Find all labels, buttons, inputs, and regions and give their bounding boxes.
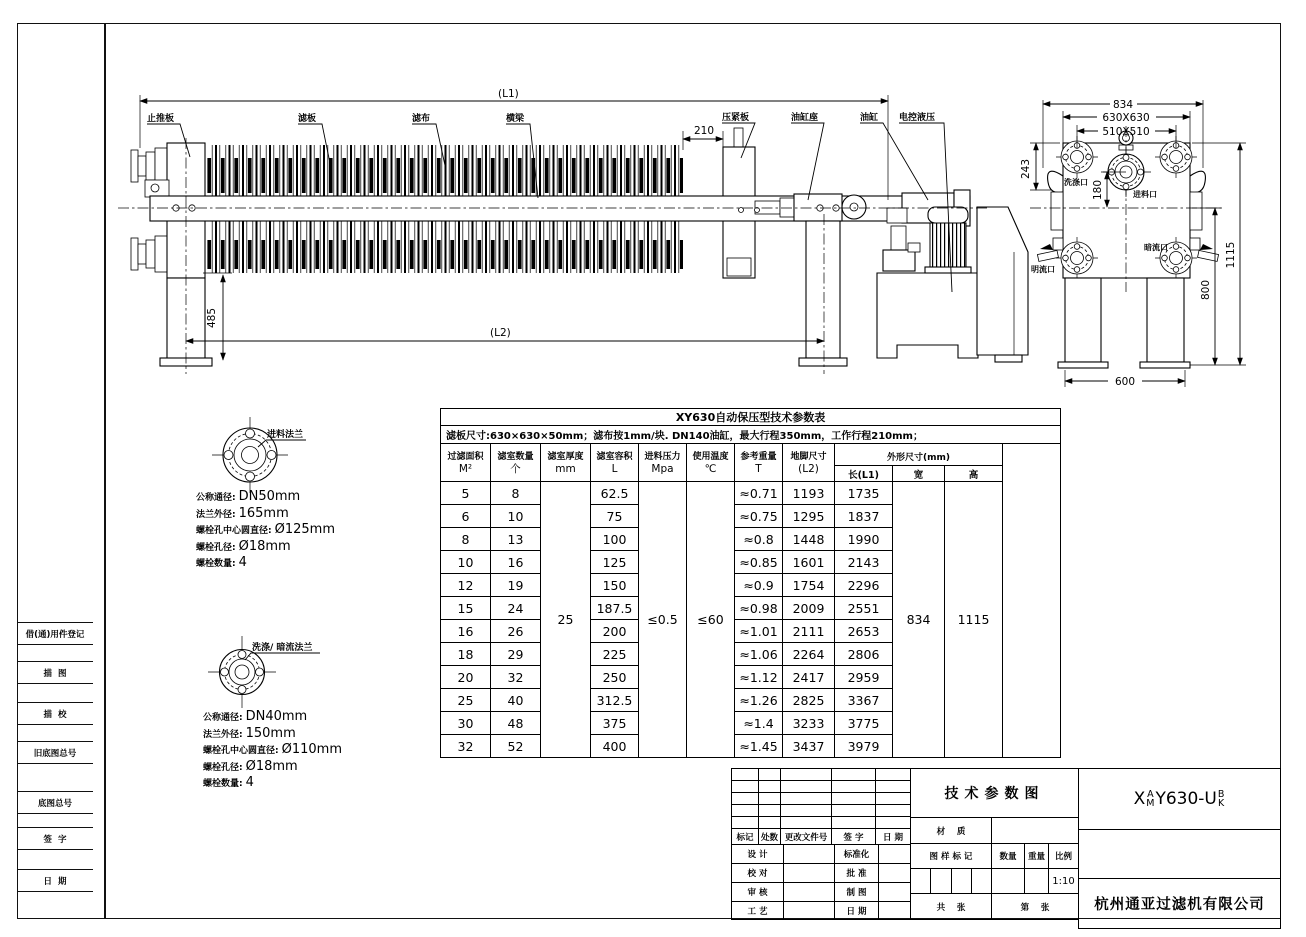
spec-value: 4: [238, 555, 247, 570]
param-cell: ≈1.12: [735, 666, 783, 689]
qty-value: [992, 869, 1025, 894]
param-cell: 2551: [835, 597, 893, 620]
title-block-blank: [1079, 830, 1281, 879]
param-cell: ≈0.75: [735, 505, 783, 528]
sign-label-review: 审 核: [732, 883, 784, 902]
param-cell: 2111: [783, 620, 835, 643]
revision-cell: [781, 769, 832, 781]
sign-blank: [784, 883, 835, 902]
param-cell: 1837: [835, 505, 893, 528]
revision-table: [731, 768, 911, 845]
title-block-right: [1078, 768, 1281, 929]
label-wash-flange: 洗涤/ 暗流法兰: [252, 643, 313, 653]
spec-label: 螺栓孔径:: [203, 762, 243, 773]
param-cell: 400: [591, 735, 639, 758]
spec-row: [203, 742, 443, 759]
material-value: [992, 818, 1079, 844]
spec-row: [203, 775, 443, 792]
param-cell: 19: [491, 574, 541, 597]
param-cell: 20: [441, 666, 491, 689]
spec-row: [196, 555, 436, 572]
label-filter-cloth: 滤布: [412, 114, 431, 124]
param-cell: 2143: [835, 551, 893, 574]
param-cell: 1193: [783, 482, 835, 505]
sign-label-date: 日 期: [835, 902, 879, 920]
param-cell: 1295: [783, 505, 835, 528]
param-cell: 48: [491, 712, 541, 735]
param-cell: 2825: [783, 689, 835, 712]
spec-value: 150mm: [245, 725, 296, 741]
dim-180: 180: [1092, 179, 1104, 201]
sign-label-draft: 制 图: [835, 883, 879, 902]
param-cell: 3367: [835, 689, 893, 712]
label-feed-port: 进料口: [1133, 190, 1157, 199]
end-view: [1020, 99, 1246, 388]
param-cell: 2653: [835, 620, 893, 643]
revision-header-doc-no: 更改文件号: [781, 829, 832, 845]
col-header-width: 宽: [893, 466, 945, 482]
param-cell: 29: [491, 643, 541, 666]
label-pressing-plate: 压紧板: [722, 113, 750, 123]
scale-label: 比例: [1049, 844, 1079, 869]
sign-blank: [784, 845, 835, 864]
spec-row: [203, 709, 443, 726]
param-cell: 24: [491, 597, 541, 620]
sign-blank: [879, 883, 911, 902]
material-label: 材 质: [911, 818, 992, 844]
wash-flange-detail: [208, 636, 320, 708]
param-cell: 16: [491, 551, 541, 574]
title-block-middle: [910, 768, 1079, 920]
param-cell: 100: [591, 528, 639, 551]
param-cell: 52: [491, 735, 541, 758]
sign-blank: [784, 902, 835, 920]
param-cell: 2417: [783, 666, 835, 689]
param-cell: 375: [591, 712, 639, 735]
scale-value: 1:10: [1049, 869, 1079, 894]
mark-label: 图 样 标 记: [911, 844, 992, 869]
param-cell: 32: [491, 666, 541, 689]
label-wash-port: 洗涤口: [1064, 178, 1088, 187]
param-cell: 834: [893, 482, 945, 758]
param-cell: ≈1.4: [735, 712, 783, 735]
param-cell: 26: [491, 620, 541, 643]
param-cell: 8: [441, 528, 491, 551]
param-cell: ≈1.26: [735, 689, 783, 712]
strip-label-borrowed-parts: 借(通)用件登记: [17, 623, 93, 645]
weight-label: 重量: [1025, 844, 1049, 869]
param-cell: 3437: [783, 735, 835, 758]
spec-row: [196, 506, 436, 523]
spec-value: 4: [245, 775, 254, 790]
sign-blank: [784, 864, 835, 883]
spec-value: Ø125mm: [274, 522, 335, 537]
param-cell: 3775: [835, 712, 893, 735]
label-cylinder-seat: 油缸座: [791, 113, 819, 123]
qty-label: 数量: [992, 844, 1025, 869]
sign-blank: [879, 845, 911, 864]
param-cell: 25: [541, 482, 591, 758]
param-cell: ≈0.98: [735, 597, 783, 620]
param-cell: 1601: [783, 551, 835, 574]
drawing-title: 技术参数图: [911, 769, 1079, 818]
spec-value: 165mm: [238, 505, 289, 521]
col-header-length: 长(L1): [835, 466, 893, 482]
param-cell: 3233: [783, 712, 835, 735]
strip-label-date: 日 期: [17, 870, 93, 892]
param-cell: ≈0.85: [735, 551, 783, 574]
col-header-weight: 参考重量 T: [735, 444, 783, 482]
spec-label: 螺栓孔中心圆直径:: [203, 746, 279, 756]
sign-label-process: 工 艺: [732, 902, 784, 920]
param-cell: 13: [491, 528, 541, 551]
param-cell: 75: [591, 505, 639, 528]
param-cell: 2959: [835, 666, 893, 689]
revision-header-count: 处数: [759, 829, 781, 845]
wash-flange-specs: [203, 709, 443, 792]
spec-value: DN40mm: [245, 709, 308, 724]
param-cell: 2264: [783, 643, 835, 666]
col-header-pressure: 进料压力 Mpa: [639, 444, 687, 482]
col-header-thickness: 滤室厚度 mm: [541, 444, 591, 482]
param-cell: 187.5: [591, 597, 639, 620]
revision-cell: [876, 769, 911, 781]
param-cell: 32: [441, 735, 491, 758]
spec-label: 螺栓数量:: [196, 559, 236, 569]
spec-row: [196, 489, 436, 506]
param-cell: 200: [591, 620, 639, 643]
signature-table: [731, 844, 911, 920]
param-cell: 5: [441, 482, 491, 505]
param-cell: ≈0.71: [735, 482, 783, 505]
label-feed-flange: 进料法兰: [267, 430, 304, 440]
param-cell: 62.5: [591, 482, 639, 505]
param-cell: ≈0.8: [735, 528, 783, 551]
revision-cell: [832, 769, 876, 781]
table-title: XY630自动保压型技术参数表: [441, 409, 1061, 426]
param-cell: 2806: [835, 643, 893, 666]
label-thrust-plate: 止推板: [147, 114, 175, 124]
label-cylinder: 油缸: [860, 113, 879, 123]
param-cell: 1735: [835, 482, 893, 505]
param-cell: 40: [491, 689, 541, 712]
param-cell: 1115: [945, 482, 1003, 758]
col-header-area: 过滤面积 M²: [441, 444, 491, 482]
label-closed-flow-port: 暗流口: [1144, 243, 1168, 252]
dim-243: 243: [1020, 158, 1032, 180]
param-cell: 8: [491, 482, 541, 505]
sign-label-check: 校 对: [732, 864, 784, 883]
spec-label: 公称通径:: [196, 493, 236, 503]
dim-210: 210: [694, 125, 715, 137]
spec-value: Ø18mm: [245, 758, 298, 774]
param-cell: 1448: [783, 528, 835, 551]
label-main-beam: 横梁: [506, 114, 525, 124]
feed-flange-detail: [212, 417, 306, 493]
dim-1115: 1115: [1225, 241, 1237, 269]
strip-label-old-master-no: 旧底图总号: [17, 742, 93, 764]
weight-value: [1025, 869, 1049, 894]
param-cell: 250: [591, 666, 639, 689]
dim-834: 834: [1112, 99, 1134, 111]
dim-630x630: 630X630: [1102, 112, 1150, 124]
param-cell: ≈1.06: [735, 643, 783, 666]
strip-label-signature: 签 字: [17, 828, 93, 850]
spec-label: 法兰外径:: [203, 729, 243, 740]
param-cell: 25: [441, 689, 491, 712]
dim-485: 485: [206, 307, 218, 329]
spec-label: 螺栓孔径:: [196, 542, 236, 553]
dim-l1: (L1): [498, 88, 519, 100]
spec-row: [203, 726, 443, 743]
param-cell: 1754: [783, 574, 835, 597]
strip-label-trace-check: 描 校: [17, 703, 93, 725]
sheets-total-label: 共 张: [911, 894, 992, 920]
company-name: 杭州通亚过滤机有限公司: [1079, 879, 1281, 929]
param-cell: ≈1.01: [735, 620, 783, 643]
col-header-volume: 滤室容积 L: [591, 444, 639, 482]
spec-value: Ø18mm: [238, 538, 291, 554]
sign-blank: [879, 902, 911, 920]
feed-flange-specs: [196, 489, 436, 572]
param-cell: 1990: [835, 528, 893, 551]
spec-label: 螺栓数量:: [203, 779, 243, 789]
sign-label-standardize: 标准化: [835, 845, 879, 864]
sign-blank: [879, 864, 911, 883]
table-subtitle: 滤板尺寸:630×630×50mm；滤布按1mm/块. DN140油缸，最大行程350mm，工作行程210mm；: [441, 426, 1061, 444]
col-header-foot-size: 地脚尺寸 (L2): [783, 444, 835, 482]
param-cell: ≈0.9: [735, 574, 783, 597]
param-cell: 6: [441, 505, 491, 528]
revision-header-date: 日 期: [876, 829, 911, 845]
parameter-table: [440, 408, 1061, 758]
spec-value: DN50mm: [238, 489, 301, 504]
spec-label: 法兰外径:: [196, 509, 236, 520]
revision-header-mark: 标记: [732, 829, 759, 845]
model-designation: X A M Y630-U B K: [1079, 769, 1281, 830]
col-header-chambers: 滤室数量 个: [491, 444, 541, 482]
dim-800: 800: [1200, 279, 1212, 301]
mark-subcells: [911, 869, 992, 894]
dim-510x510: 510X510: [1102, 126, 1150, 138]
param-cell: ≤0.5: [639, 482, 687, 758]
spec-row: [203, 759, 443, 776]
spec-value: Ø110mm: [281, 742, 342, 757]
param-cell: 225: [591, 643, 639, 666]
label-hydraulic: 电控液压: [899, 113, 936, 123]
side-view: [118, 88, 1028, 374]
col-header-height: 高: [945, 466, 1003, 482]
param-cell: 15: [441, 597, 491, 620]
param-cell: 2009: [783, 597, 835, 620]
strip-label-master-no: 底图总号: [17, 792, 93, 814]
spec-row: [196, 539, 436, 556]
spec-row: [196, 522, 436, 539]
dim-l2: (L2): [490, 327, 511, 339]
revision-cell: [759, 769, 781, 781]
sign-label-approve: 批 准: [835, 864, 879, 883]
param-cell: 2296: [835, 574, 893, 597]
revision-header-sign: 签 字: [832, 829, 876, 845]
sign-label-design: 设 计: [732, 845, 784, 864]
param-cell: 125: [591, 551, 639, 574]
strip-label-tracing: 描 图: [17, 662, 93, 684]
param-cell: 18: [441, 643, 491, 666]
param-cell: 12: [441, 574, 491, 597]
param-cell: 30: [441, 712, 491, 735]
param-cell: 3979: [835, 735, 893, 758]
col-header-outline: 外形尺寸(mm): [835, 444, 1003, 466]
param-cell: 16: [441, 620, 491, 643]
hydraulic-power-unit: [877, 207, 978, 358]
sheet-number-label: 第 张: [992, 894, 1079, 920]
param-cell: 312.5: [591, 689, 639, 712]
label-open-flow-port: 明流口: [1031, 265, 1055, 274]
dim-600: 600: [1114, 376, 1136, 388]
param-cell: ≤60: [687, 482, 735, 758]
spec-label: 螺栓孔中心圆直径:: [196, 526, 272, 536]
param-cell: ≈1.45: [735, 735, 783, 758]
revision-cell: [732, 769, 759, 781]
col-header-temperature: 使用温度 ℃: [687, 444, 735, 482]
label-filter-plate: 滤板: [298, 114, 317, 124]
param-cell: 10: [491, 505, 541, 528]
param-cell: 150: [591, 574, 639, 597]
spec-label: 公称通径:: [203, 713, 243, 723]
param-cell: 10: [441, 551, 491, 574]
